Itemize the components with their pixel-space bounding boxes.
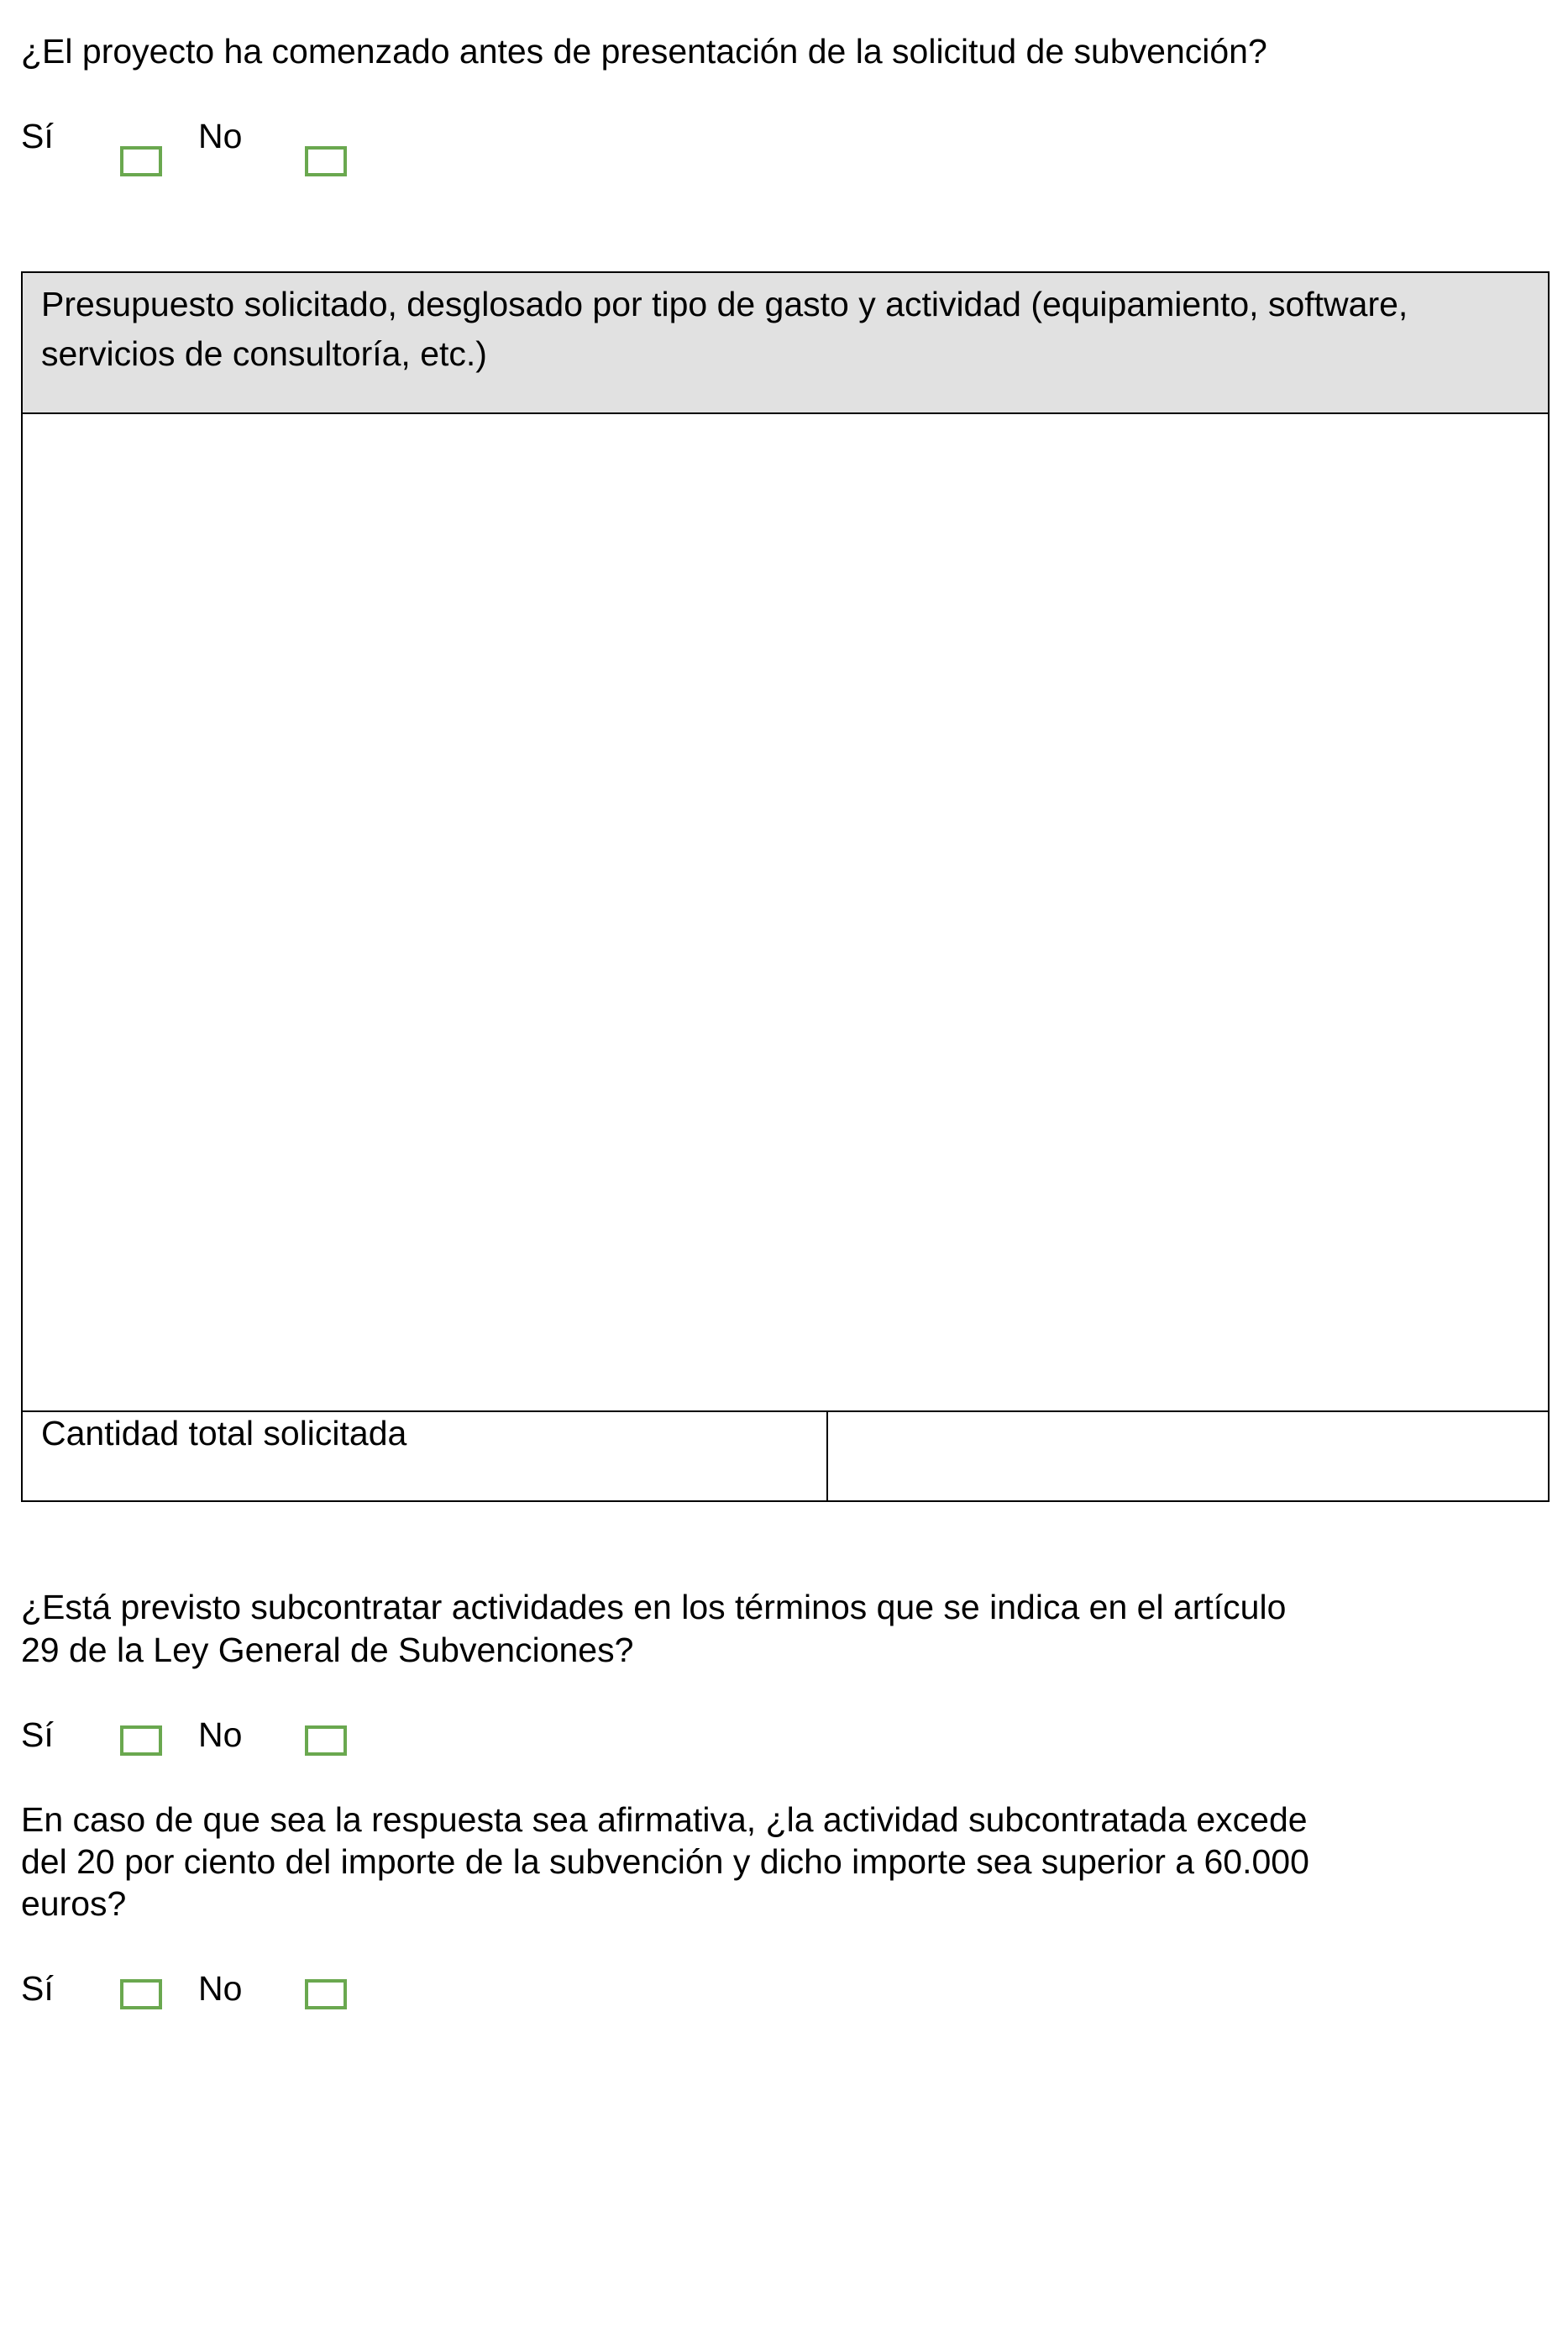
yes-checkbox[interactable] xyxy=(120,1725,162,1756)
no-label: No xyxy=(198,1969,243,2008)
budget-table-header-text: Presupuesto solicitado, desglosado por tipo de gasto y actividad (equipamiento, software, servicios de consultoría, etc.) xyxy=(41,285,1408,373)
total-amount-field[interactable] xyxy=(828,1412,1548,1500)
question-exceeds-line-3: euros? xyxy=(21,1884,127,1923)
yes-label: Sí xyxy=(21,1715,54,1754)
budget-breakdown-field[interactable] xyxy=(23,414,1548,1410)
question-project-started: ¿El proyecto ha comenzado antes de presentación de la solicitud de subvención? xyxy=(21,32,1267,71)
yes-checkbox[interactable] xyxy=(120,1979,162,2009)
question-subcontract-line-2: 29 de la Ley General de Subvenciones? xyxy=(21,1631,634,1669)
budget-table-header xyxy=(23,273,1548,414)
yes-checkbox[interactable] xyxy=(120,146,162,176)
no-checkbox[interactable] xyxy=(305,146,347,176)
question-exceeds-line-2: del 20 por ciento del importe de la subvención y dicho importe sea superior a 60.000 xyxy=(21,1842,1309,1881)
question-exceeds-line-1: En caso de que sea la respuesta sea afirmativa, ¿la actividad subcontratada excede xyxy=(21,1800,1308,1839)
no-checkbox[interactable] xyxy=(305,1725,347,1756)
yes-label: Sí xyxy=(21,1969,54,2008)
question-subcontract-line-1: ¿Está previsto subcontratar actividades en los términos que se indica en el artículo xyxy=(21,1588,1287,1626)
no-checkbox[interactable] xyxy=(305,1979,347,2009)
no-label: No xyxy=(198,117,243,155)
yes-label: Sí xyxy=(21,117,54,155)
total-row xyxy=(23,1410,1548,1500)
no-label: No xyxy=(198,1715,243,1754)
total-label: Cantidad total solicitada xyxy=(41,1414,407,1452)
total-label-cell xyxy=(23,1412,828,1500)
budget-table xyxy=(21,271,1550,1502)
